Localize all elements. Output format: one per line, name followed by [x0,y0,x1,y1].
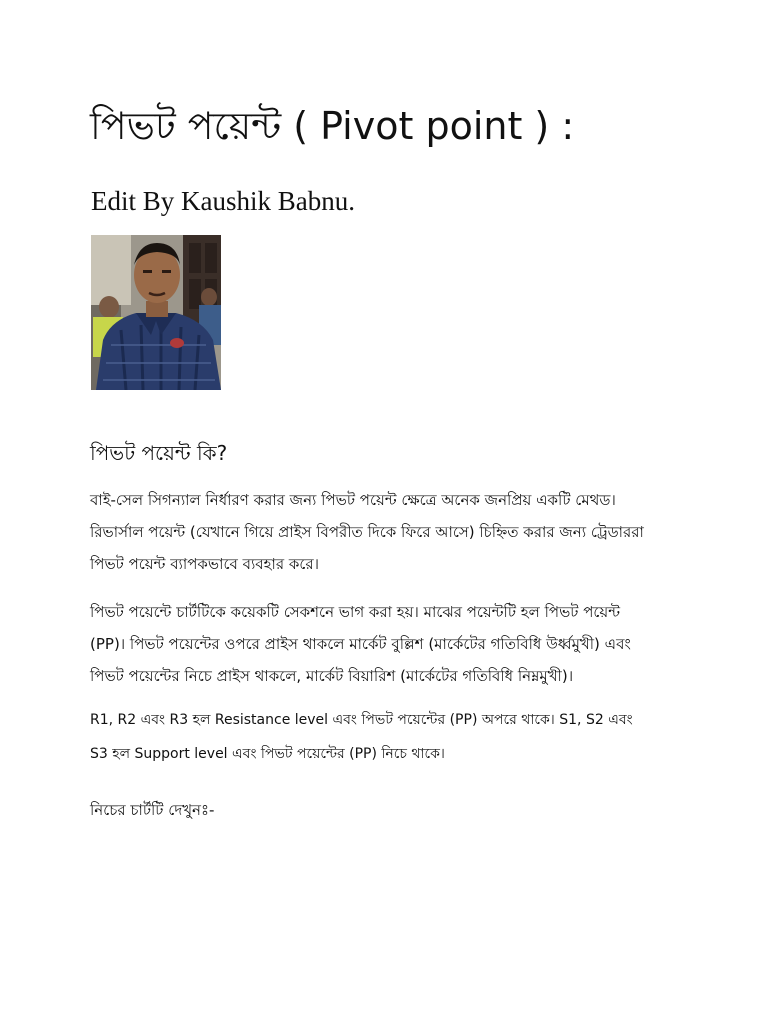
page-title: পিভট পয়েন্ট ( Pivot point ) : [90,104,575,148]
paragraph-line: বাই-সেল সিগন্যাল নির্ধারণ করার জন্য পিভট পয়েন্ট ক্ষেত্রে অনেক জনপ্রিয় একটি মেথড। [90,491,616,509]
paragraph-sections [90,596,690,692]
paragraph-line: R1, R2 এবং R3 হল Resistance level এবং পিভট পয়েন্টের (PP) অপরে থাকে। S1, S2 এবং [90,712,633,728]
paragraph-line: রিভার্সাল পয়েন্ট (যেখানে গিয়ে প্রাইস বিপরীত দিকে ফিরে আসে) চিহ্নিত করার জন্য ট্রেডাররা [90,523,644,541]
section-heading: পিভট পয়েন্ট কি? [90,441,228,465]
paragraph-line: পিভট পয়েন্ট ব্যাপকভাবে ব্যবহার করে। [90,555,320,573]
paragraph-line: পিভট পয়েন্টের নিচে প্রাইস থাকলে, মার্কেট বিয়ারিশ (মার্কেটের গতিবিধি নিম্নমুখী)। [90,667,574,685]
author-byline: Edit By Kaushik Babnu. [91,186,355,216]
paragraph-line: পিভট পয়েন্টে চার্টটিকে কয়েকটি সেকশনে ভাগ করা হয়। মাঝের পয়েন্টটি হল পিভট পয়েন্ট [90,603,621,621]
paragraph-levels [90,703,690,771]
paragraph-intro [90,484,690,580]
chart-reference-note: নিচের চার্টটি দেখুনঃ- [90,801,215,819]
author-photo [91,235,221,390]
author-photo-illustration [91,235,221,390]
paragraph-line: (PP)। পিভট পয়েন্টের ওপরে প্রাইস থাকলে মার্কেট বুল্লিশ (মার্কেটের গতিবিধি উর্ধ্বমুখী) এবং [90,635,631,653]
paragraph-line: S3 হল Support level এবং পিভট পয়েন্টের (PP) নিচে থাকে। [90,746,445,762]
